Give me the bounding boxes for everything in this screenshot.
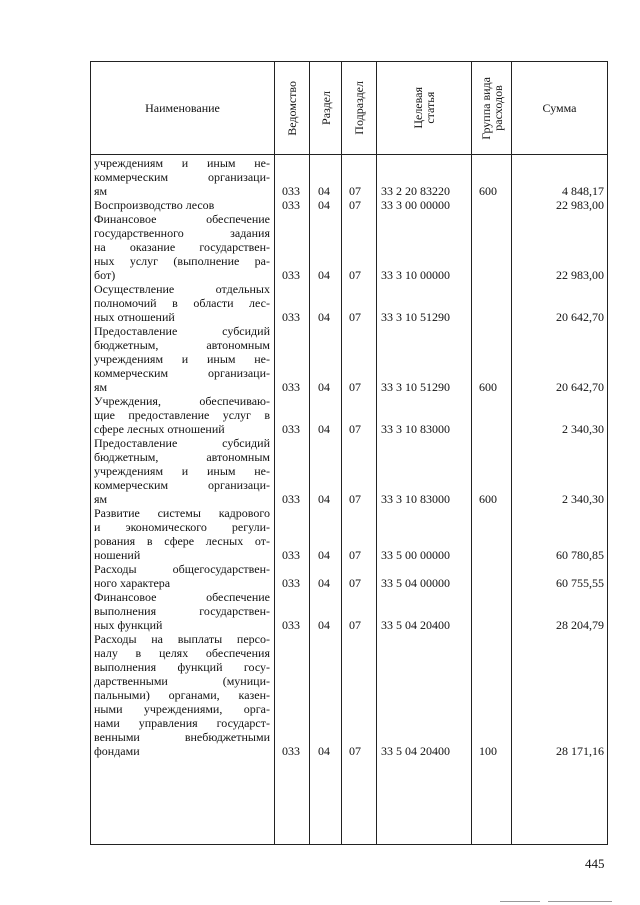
row-razdel: 04 (318, 576, 330, 590)
row-razdel: 04 (318, 422, 330, 436)
row-name-line: ного характера (94, 576, 171, 590)
table-row (91, 632, 607, 758)
row-podrazdel: 07 (349, 184, 361, 198)
row-name-line: Расходы на выплаты персо- (94, 632, 270, 646)
row-name-line: ных отношений (94, 310, 175, 324)
row-name (94, 324, 270, 394)
row-vedomstvo: 033 (282, 380, 300, 394)
row-name-line: выполнения функций госу- (94, 660, 270, 674)
row-razdel: 04 (318, 492, 330, 506)
row-summa: 22 983,00 (556, 198, 604, 212)
row-name-line: ям (94, 492, 108, 506)
row-celevaya: 33 3 10 51290 (381, 310, 450, 324)
row-name-line: выполнения государствен- (94, 604, 270, 618)
row-name-line: сфере лесных отношений (94, 422, 225, 436)
table-row (91, 156, 607, 198)
table-row (91, 562, 607, 590)
header-razdel-text: Раздел (318, 91, 333, 125)
row-vedomstvo: 033 (282, 184, 300, 198)
row-name-line: учреждениям и иным не- (94, 464, 270, 478)
header-celevaya-text (412, 87, 436, 129)
table-row (91, 282, 607, 324)
row-gruppa: 600 (479, 380, 497, 394)
row-name-line: учреждениям и иным не- (94, 156, 270, 170)
row-celevaya: 33 5 04 00000 (381, 576, 450, 590)
table-row (91, 324, 607, 394)
row-name-line: Предоставление субсидий (94, 324, 270, 338)
row-name (94, 156, 270, 198)
row-name (94, 590, 270, 632)
row-name-line: бюджетным, автономным (94, 450, 270, 464)
row-name-line: венными внебюджетными (94, 730, 270, 744)
header-vedomstvo (275, 62, 309, 154)
row-name (94, 632, 270, 758)
row-vedomstvo: 033 (282, 618, 300, 632)
row-podrazdel: 07 (349, 576, 361, 590)
table-row (91, 212, 607, 282)
row-summa: 20 642,70 (556, 310, 604, 324)
row-celevaya: 33 5 04 20400 (381, 618, 450, 632)
header-vedomstvo-text: Ведомство (285, 80, 299, 136)
row-razdel: 04 (318, 310, 330, 324)
row-name-line: Финансовое обеспечение (94, 212, 270, 226)
header-summa-text: Сумма (542, 100, 577, 115)
row-summa: 2 340,30 (562, 492, 604, 506)
row-vedomstvo: 033 (282, 548, 300, 562)
header-gruppa (472, 62, 511, 154)
row-name (94, 212, 270, 282)
page-number: 445 (585, 856, 605, 871)
row-celevaya: 33 3 10 51290 (381, 380, 450, 394)
row-gruppa: 600 (479, 492, 497, 506)
row-name-line: пальными) органами, казен- (94, 688, 270, 702)
row-vedomstvo: 033 (282, 492, 300, 506)
row-razdel: 04 (318, 744, 330, 758)
row-podrazdel: 07 (349, 268, 361, 282)
row-razdel: 04 (318, 198, 330, 212)
header-summa (512, 62, 607, 154)
row-summa: 2 340,30 (562, 422, 604, 436)
row-name (94, 506, 270, 562)
row-name-line: на оказание государствен- (94, 240, 270, 254)
row-summa: 22 983,00 (556, 268, 604, 282)
row-podrazdel: 07 (349, 744, 361, 758)
row-name-line: бюджетным, автономным (94, 338, 270, 352)
row-podrazdel: 07 (349, 548, 361, 562)
row-name-line: дарственными (муници- (94, 674, 270, 688)
header-gruppa-line1: Группа вида (478, 76, 493, 140)
row-name-line: фондами (94, 744, 140, 758)
row-name-line: щие предоставление услуг в (94, 408, 270, 422)
row-name-line: государственного задания (94, 226, 270, 240)
header-name-text: Наименование (145, 100, 220, 115)
row-name-line: налу в целях обеспечения (94, 646, 270, 660)
header-celevaya (377, 62, 471, 154)
row-razdel: 04 (318, 548, 330, 562)
row-name-line: Учреждения, обеспечиваю- (94, 394, 270, 408)
footer-mark (500, 901, 540, 902)
row-summa: 60 755,55 (556, 576, 604, 590)
row-name-line: ям (94, 184, 108, 198)
row-celevaya: 33 3 10 83000 (381, 422, 450, 436)
row-name (94, 436, 270, 506)
row-gruppa: 100 (479, 744, 497, 758)
row-name (94, 198, 270, 212)
row-name (94, 394, 270, 436)
header-razdel (310, 62, 341, 154)
row-celevaya: 33 5 04 20400 (381, 744, 450, 758)
header-gruppa-text (480, 77, 504, 140)
row-vedomstvo: 033 (282, 310, 300, 324)
row-podrazdel: 07 (349, 310, 361, 324)
row-name-line: ных функций (94, 618, 163, 632)
row-razdel: 04 (318, 618, 330, 632)
row-vedomstvo: 033 (282, 422, 300, 436)
row-name-line: Финансовое обеспечение (94, 590, 270, 604)
row-name-line: рования в сфере лесных от- (94, 534, 270, 548)
row-razdel: 04 (318, 268, 330, 282)
row-celevaya: 33 2 20 83220 (381, 184, 450, 198)
row-podrazdel: 07 (349, 618, 361, 632)
row-celevaya: 33 3 10 00000 (381, 268, 450, 282)
row-podrazdel: 07 (349, 380, 361, 394)
row-name-line: ношений (94, 548, 141, 562)
row-name-line: Предоставление субсидий (94, 436, 270, 450)
header-divider (91, 154, 607, 155)
row-name-line: нами управления государст- (94, 716, 270, 730)
row-name-line: полномочий в области лес- (94, 296, 270, 310)
header-celevaya-line2: статья (423, 92, 437, 124)
row-name-line: Осуществление отдельных (94, 282, 270, 296)
header-podrazdel-text: Подраздел (352, 81, 366, 135)
row-summa: 28 171,16 (556, 744, 604, 758)
budget-table (90, 61, 608, 845)
row-name-line: коммерческим организаци- (94, 478, 270, 492)
row-celevaya: 33 5 00 00000 (381, 548, 450, 562)
row-name (94, 282, 270, 324)
row-name-line: коммерческим организаци- (94, 366, 270, 380)
table-row (91, 198, 607, 212)
row-vedomstvo: 033 (282, 576, 300, 590)
row-vedomstvo: 033 (282, 268, 300, 282)
row-razdel: 04 (318, 184, 330, 198)
table-row (91, 436, 607, 506)
row-summa: 20 642,70 (556, 380, 604, 394)
table-row (91, 394, 607, 436)
row-podrazdel: 07 (349, 492, 361, 506)
row-name-line: ных услуг (выполнение ра- (94, 254, 270, 268)
row-razdel: 04 (318, 380, 330, 394)
footer-mark (548, 901, 612, 902)
row-name (94, 562, 270, 590)
header-podrazdel (342, 62, 376, 154)
row-name-line: учреждениям и иным не- (94, 352, 270, 366)
row-name-line: Воспроизводство лесов (94, 198, 215, 212)
row-name-line: ям (94, 380, 108, 394)
header-gruppa-line2: расходов (490, 85, 505, 131)
row-vedomstvo: 033 (282, 744, 300, 758)
row-vedomstvo: 033 (282, 198, 300, 212)
table-row (91, 506, 607, 562)
row-summa: 60 780,85 (556, 548, 604, 562)
header-celevaya-line1: Целевая (411, 87, 425, 129)
row-celevaya: 33 3 00 00000 (381, 198, 450, 212)
row-name-line: Развитие системы кадрового (94, 506, 270, 520)
row-name-line: и экономического регули- (94, 520, 270, 534)
row-name-line: ными учреждениями, орга- (94, 702, 270, 716)
row-gruppa: 600 (479, 184, 497, 198)
row-name-line: Расходы общегосударствен- (94, 562, 270, 576)
row-podrazdel: 07 (349, 198, 361, 212)
table-row (91, 590, 607, 632)
row-podrazdel: 07 (349, 422, 361, 436)
row-name-line: коммерческим организаци- (94, 170, 270, 184)
header-name (91, 62, 274, 154)
row-celevaya: 33 3 10 83000 (381, 492, 450, 506)
row-summa: 28 204,79 (556, 618, 604, 632)
row-name-line: бот) (94, 268, 116, 282)
row-summa: 4 848,17 (562, 184, 604, 198)
